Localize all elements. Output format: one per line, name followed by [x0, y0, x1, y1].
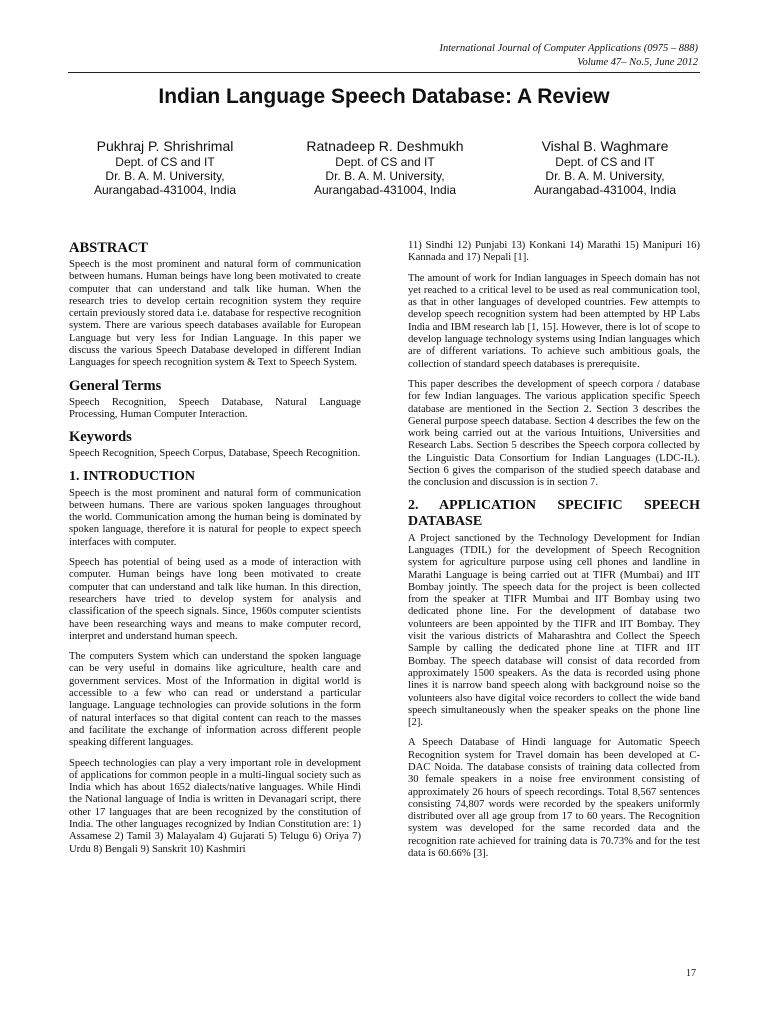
author-list [60, 138, 710, 197]
right-column [408, 240, 700, 868]
header-rule [68, 72, 700, 73]
intro-paragraph: The computers System which can understand the spoken language can be very useful in domains like agriculture, health care and government services. Most of the Information in digital world is accessible to a few who can read or understand a particular language. Language technologies can provide solutions in the form of natural interfaces so that digital content can reach to the masses and facilitate the exchange of information across different people speaking different languages. [69, 651, 361, 749]
abstract-heading: ABSTRACT [69, 240, 148, 256]
author-name: Vishal B. Waghmare [541, 138, 669, 154]
journal-name: International Journal of Computer Applications (0975 – 888) [439, 43, 698, 54]
keywords-text: Speech Recognition, Speech Corpus, Database, Speech Recognition. [69, 448, 361, 460]
intro-paragraph: Speech is the most prominent and natural form of communication between humans. There are various spoken languages throughout the world. Communication among the human being is dominated by spoken language, therefore it is natural for people to expect speech interfaces with computer. [69, 487, 361, 548]
intro-paragraph: Speech technologies can play a very important role in development of applications for common people in a multi-lingual society such as India which has about 1652 dialects/native languages. While Hindi the National language of India is written in Devanagari script, there other 17 languages that are been recognized by the constitution of India. The other languages recognized by Indian Constitution are: 1) Assamese 2) Tamil 3) Malayalam 4) Gujarati 5) Telugu 6) Oriya 7) Urdu 8) Bengali 9) Sanskrit 10) Kashmiri [69, 757, 361, 855]
author-univ: Dr. B. A. M. University, [105, 169, 225, 183]
author-name: Ratnadeep R. Deshmukh [306, 138, 464, 154]
author-univ: Dr. B. A. M. University, [325, 169, 445, 183]
author-dept: Dept. of CS and IT [115, 155, 215, 169]
left-column [69, 240, 361, 864]
page-number: 17 [686, 968, 696, 979]
author-city: Aurangabad-431004, India [313, 183, 457, 197]
author-name: Pukhraj P. Shrishrimal [96, 138, 234, 154]
author-dept: Dept. of CS and IT [555, 155, 655, 169]
section-2-heading: 2. APPLICATION SPECIFIC SPEECH DATABASE [408, 497, 700, 529]
author-dept: Dept. of CS and IT [335, 155, 435, 169]
body-paragraph: 11) Sindhi 12) Punjabi 13) Konkani 14) Marathi 15) Manipuri 16) Kannada and 17) Nepali [1]. [408, 240, 700, 264]
author-block [60, 138, 270, 197]
author-block [500, 138, 710, 197]
author-univ: Dr. B. A. M. University, [545, 169, 665, 183]
paper-title: Indian Language Speech Database: A Review [158, 85, 610, 108]
intro-heading: 1. INTRODUCTION [69, 468, 196, 484]
body-paragraph: The amount of work for Indian languages in Speech domain has not yet reached to a critical level to be used as real communication tool, as that in other languages of developed countries. Few attempts to develop speech recognition system had been attempted by HP Labs India and IBM research lab [1, 15]. However, there is lot of scope to develop language technology systems using Indian languages which are of different variations. To achieve such ambitious goals, the collection of standard speech databases is prerequisite. [408, 272, 700, 370]
author-block [280, 138, 490, 197]
body-paragraph: A Project sanctioned by the Technology Development for Indian Languages (TDIL) for the development of Speech Recognition system for agriculture purpose using cell phones and landline in Marathi Language is being carried out at TIFR (Mumbai) and IIT Bombay jointly. The speech data for the project is been collected from the speaker at TIFR Mumbai and IIT Bombay using two dedicated phone line. For the development of database two volunteers are been appointed by the TIFR and IIT Bombay. They visit the various districts of Maharashtra and Collect the Speech Sample by calling the dedicated phone line at TIFR and IIT Bombay. The speech database will consist of data recorded from approximately 1500 speakers. As the data is recorded using phone lines it is narrow band speech along with background noise so the volunteers also have digital voice recorders to collect the wide band speech simultaneously when the speaker speaks on the phone line [2]. [408, 532, 700, 729]
body-paragraph: A Speech Database of Hindi language for Automatic Speech Recognition system for Travel domain has been developed at C-DAC Noida. The database consists of training data collected from 30 female speakers in a noise free environment consisting of approximately 26 hours of speech recordings. Total 8,567 sentences consisting 74,807 words were recorded by the speakers uniformly distributed over all age group from 17 to 60 years. The Recognition system was developed for the same recorded data and the recognition rate achieved for training data is 70.73% and for the test data is 60.66% [3]. [408, 737, 700, 860]
body-paragraph: This paper describes the development of speech corpora / database for few Indian languages. The various application specific Speech database are mentioned in the Section 2. Section 3 describes the General purpose speech database. Section 4 describes the few on the work being carried out at the various Intuitions, Universities and Research Labs. Section 5 describes the Speech corpora collected by the Linguistic Data Consortium for Indian Languages (LDC-IL). Section 6 gives the comparison of the studied speech database and the conclusion and discussion is in section 7. [408, 378, 700, 489]
author-city: Aurangabad-431004, India [93, 183, 237, 197]
author-city: Aurangabad-431004, India [533, 183, 677, 197]
keywords-heading: Keywords [69, 429, 132, 446]
journal-header [439, 42, 698, 70]
general-terms-heading: General Terms [69, 377, 162, 394]
intro-paragraph: Speech has potential of being used as a mode of interaction with computer. Human beings have long been motivated to create computer that can understand and talk like human. In this direction, researchers have tried to develop system for analysis and classification of the speech signals. Since, 1960s computer scientists have been researching ways and means to make computer record, interpret and understand human speech. [69, 557, 361, 642]
abstract-text: Speech is the most prominent and natural form of communication between humans. Human beings have long been motivated to create computer that can understand and talk like human. When the research tries to develop certain recognition system they require certain previously stored data i.e. database for respective recognition system. There are various speech databases available for European Language but very less for Indian Language. In this paper we discuss the various Speech Database developed in different Indian Languages for speech recognition system & Text to Speech System. [69, 259, 361, 369]
journal-volume: Volume 47– No.5, June 2012 [577, 57, 698, 68]
general-terms-text: Speech Recognition, Speech Database, Natural Language Processing, Human Computer Interaction. [69, 396, 361, 420]
